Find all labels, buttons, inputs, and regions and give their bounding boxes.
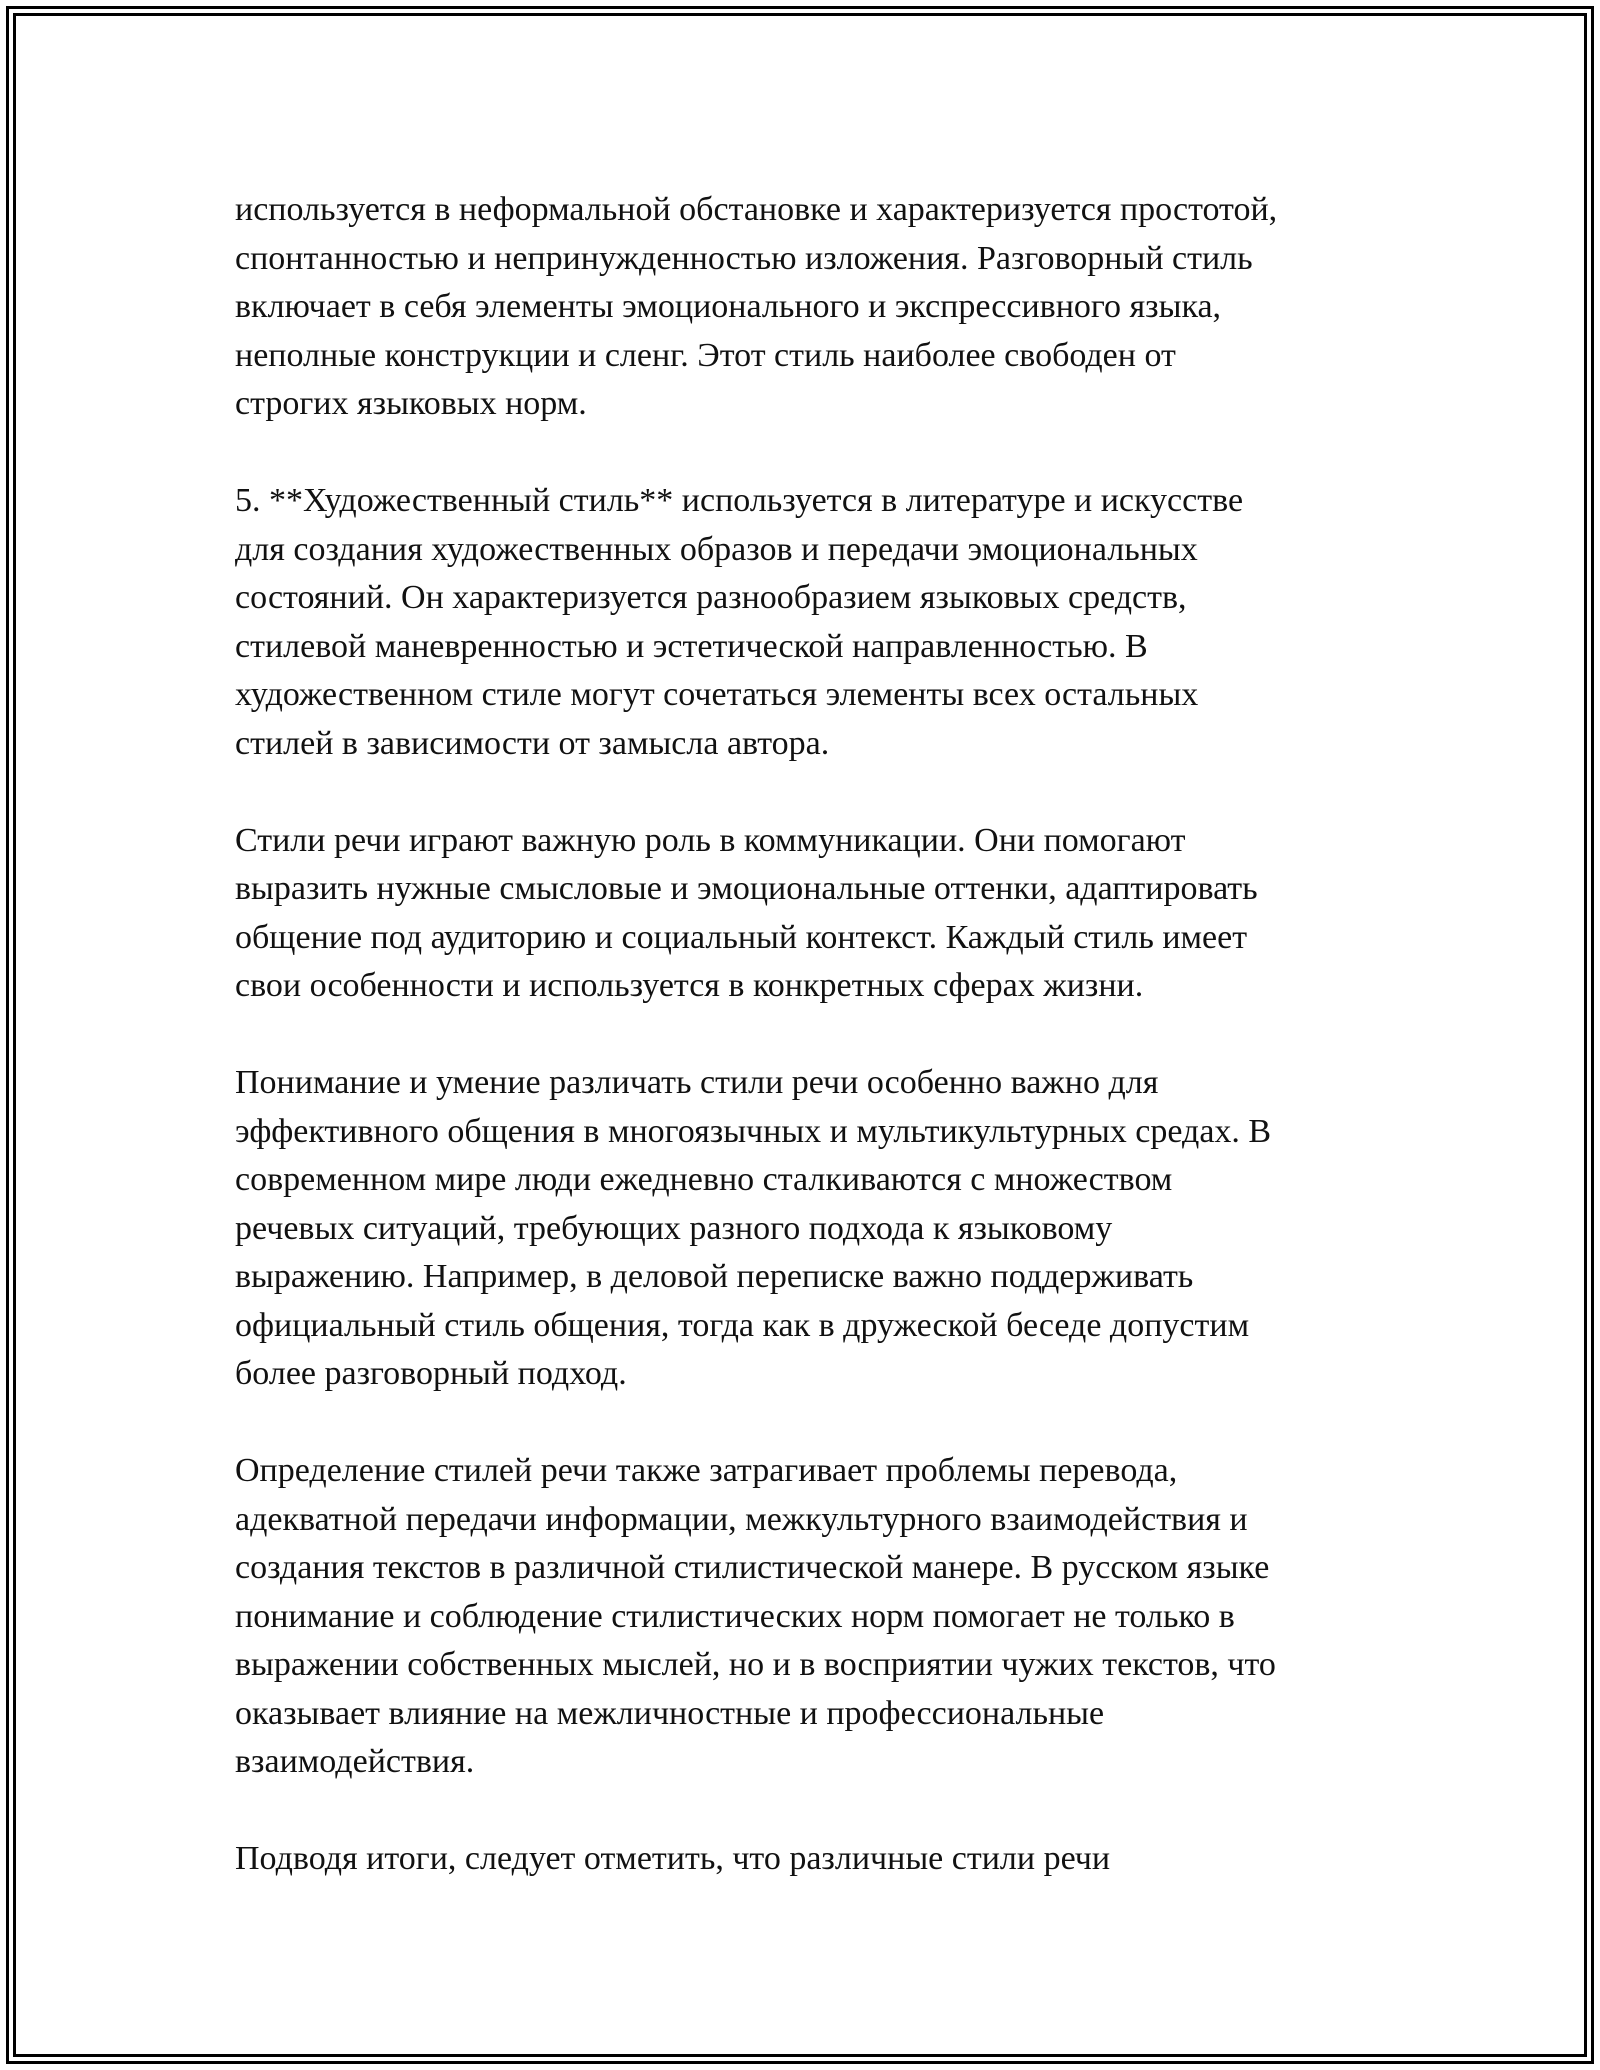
text-line: эффективного общения в многоязычных и мультикультурных средах. В [235,1112,1272,1150]
text-line: включает в себя элементы эмоционального и экспрессивного языка, [235,288,1222,325]
text-line: современном мире люди ежедневно сталкиваются с множеством [235,1161,1173,1198]
text-line: Понимание и умение различать стили речи особенно важно для [235,1064,1159,1101]
text-line: художественном стиле могут сочетаться элементы всех остальных [235,676,1199,713]
paragraph-defining-styles [235,1447,1385,1787]
text-line: Подводя итоги, следует отметить, что различные стили речи [235,1840,1111,1877]
text-line: стилей в зависимости от замысла автора. [235,724,830,762]
text-line: выразить нужные смысловые и эмоциональные оттенки, адаптировать [235,870,1258,907]
text-line: для создания художественных образов и передачи эмоциональных [235,530,1198,568]
text-line: 5. **Художественный стиль** используется в литературе и искусстве [235,482,1244,519]
text-line: неполные конструкции и сленг. Этот стиль наиболее свободен от [235,336,1176,374]
text-line: свои особенности и используется в конкретных сферах жизни. [235,967,1144,1004]
text-line: оказывает влияние на межличностные и профессиональные [235,1694,1105,1732]
text-line: стилевой маневренностью и эстетической направленностью. В [235,627,1148,665]
text-line: адекватной передачи информации, межкультурного взаимодействия и [235,1500,1248,1538]
text-line: Определение стилей речи также затрагивает проблемы перевода, [235,1452,1178,1489]
text-line: выражению. Например, в деловой переписке важно поддерживать [235,1258,1194,1295]
text-line: взаимодействия. [235,1743,475,1780]
text-line: общение под аудиторию и социальный контекст. Каждый стиль имеет [235,918,1248,956]
text-line: речевых ситуаций, требующих разного подхода к языковому [235,1209,1113,1247]
paragraph-colloquial-style [235,186,1385,429]
paragraph-understanding-styles [235,1059,1385,1399]
text-line: создания текстов в различной стилистической манере. В русском языке [235,1549,1270,1586]
text-line: понимание и соблюдение стилистических норм помогает не только в [235,1597,1235,1635]
text-line: Стили речи играют важную роль в коммуникации. Они помогают [235,821,1186,859]
text-line: состояний. Он характеризуется разнообразием языковых средств, [235,579,1187,616]
text-line: спонтанностью и непринужденностью изложения. Разговорный стиль [235,239,1253,277]
document-body [235,186,1385,1884]
paragraph-conclusion [235,1835,1385,1884]
text-line: используется в неформальной обстановке и характеризуется простотой, [235,191,1278,228]
paragraph-role-of-styles [235,817,1385,1011]
text-line: более разговорный подход. [235,1355,627,1392]
text-line: выражении собственных мыслей, но и в восприятии чужих текстов, что [235,1646,1276,1683]
text-line: строгих языковых норм. [235,385,587,422]
text-line: официальный стиль общения, тогда как в дружеской беседе допустим [235,1306,1250,1344]
paragraph-artistic-style [235,477,1385,768]
